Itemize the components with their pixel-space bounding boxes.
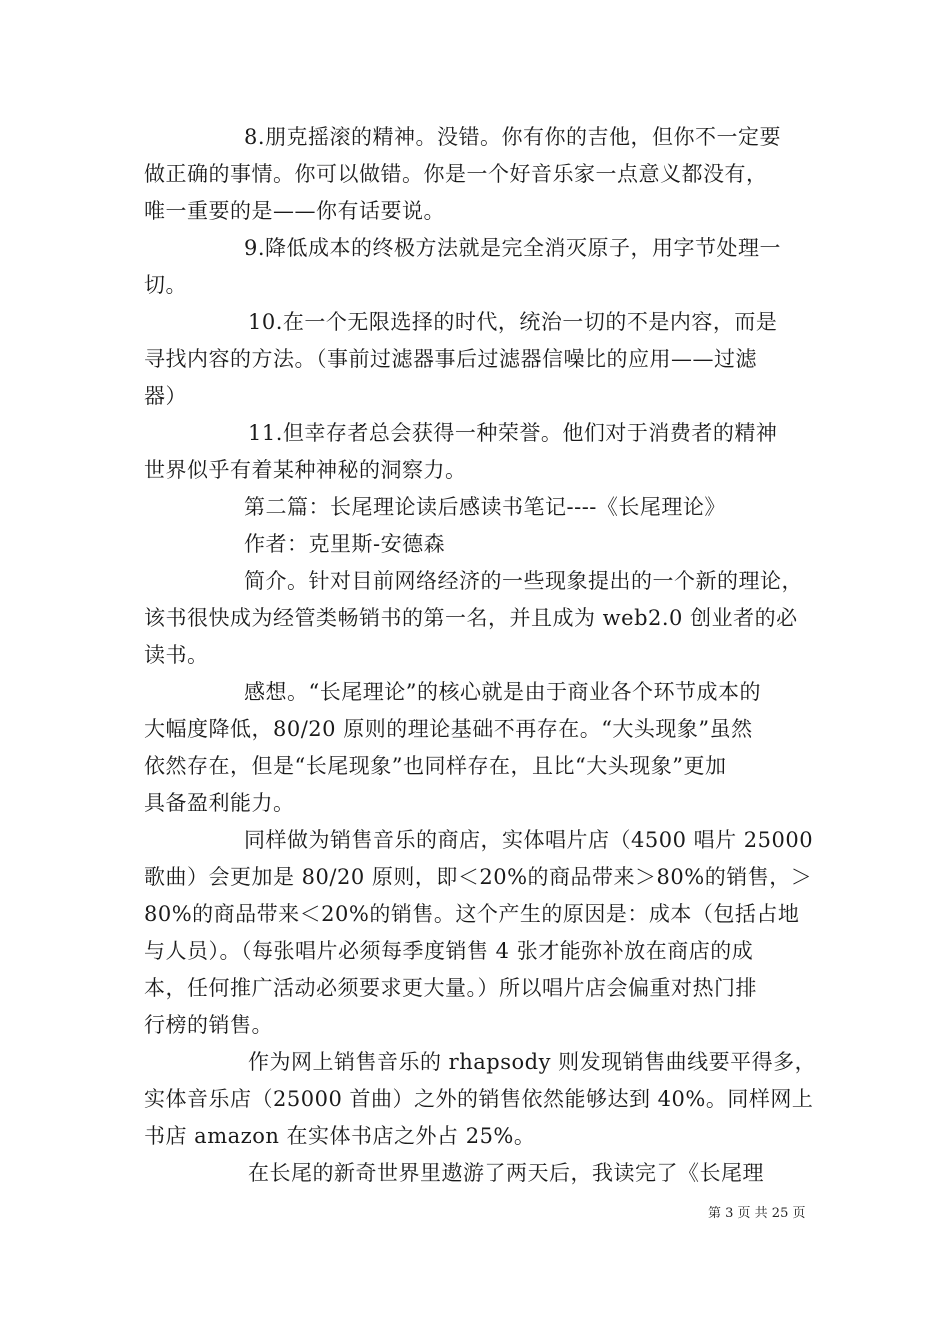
- text-line: 10.在一个无限选择的时代，统治一切的不是内容，而是: [248, 310, 778, 334]
- text-line: 寻找内容的方法。（事前过滤器事后过滤器信噪比的应用——过滤: [144, 347, 757, 371]
- text-line: 歌曲）会更加是 80/20 原则，即＜20%的商品带来＞80%的销售，＞: [144, 865, 813, 889]
- text-line: 本，任何推广活动必须要求更大量。）所以唱片店会偏重对热门排: [144, 976, 757, 1000]
- text-line: 9.降低成本的终极方法就是完全消灭原子，用字节处理一: [244, 236, 782, 260]
- text-line: 器）: [144, 384, 187, 408]
- text-line: 切。: [144, 273, 187, 297]
- text-line: 与人员）。（每张唱片必须每季度销售 4 张才能弥补放在商店的成: [144, 939, 754, 963]
- text-line: 依然存在，但是“长尾现象”也同样存在，且比“大头现象”更加: [144, 754, 727, 778]
- text-line: 作为网上销售音乐的 rhapsody 则发现销售曲线要平得多，: [248, 1050, 817, 1074]
- text-line: 80%的商品带来＜20%的销售。这个产生的原因是：成本（包括占地: [144, 902, 800, 926]
- text-line: 该书很快成为经管类畅销书的第一名，并且成为 web2.0 创业者的必: [144, 606, 798, 630]
- text-line: 实体音乐店（25000 首曲）之外的销售依然能够达到 40%。同样网上: [144, 1087, 814, 1111]
- text-line: 大幅度降低，80/20 原则的理论基础不再存在。“大头现象”虽然: [144, 717, 753, 741]
- text-line: 做正确的事情。你可以做错。你是一个好音乐家一点意义都没有，: [144, 162, 768, 186]
- text-line: 读书。: [144, 643, 209, 667]
- text-line: 同样做为销售音乐的商店，实体唱片店（4500 唱片 25000: [244, 828, 814, 852]
- text-line: 书店 amazon 在实体书店之外占 25%。: [144, 1124, 536, 1148]
- text-line: 具备盈利能力。: [144, 791, 295, 815]
- page-number-footer: 第 3 页 共 25 页: [708, 1206, 806, 1221]
- text-line: 8.朋克摇滚的精神。没错。你有你的吉他，但你不一定要: [244, 125, 782, 149]
- text-line: 唯一重要的是——你有话要说。: [144, 199, 445, 223]
- text-line: 行榜的销售。: [144, 1013, 273, 1037]
- author-line: 作者：克里斯-安德森: [244, 532, 446, 556]
- text-line: 世界似乎有着某种神秘的洞察力。: [144, 458, 467, 482]
- section-heading: 第二篇：长尾理论读后感读书笔记----《长尾理论》: [244, 495, 726, 519]
- text-line: 11.但幸存者总会获得一种荣誉。他们对于消费者的精神: [248, 421, 778, 445]
- text-line: 在长尾的新奇世界里遨游了两天后，我读完了《长尾理: [248, 1161, 764, 1185]
- text-line: 感想。“长尾理论”的核心就是由于商业各个环节成本的: [244, 680, 761, 704]
- text-line: 简介。针对目前网络经济的一些现象提出的一个新的理论，: [244, 569, 803, 593]
